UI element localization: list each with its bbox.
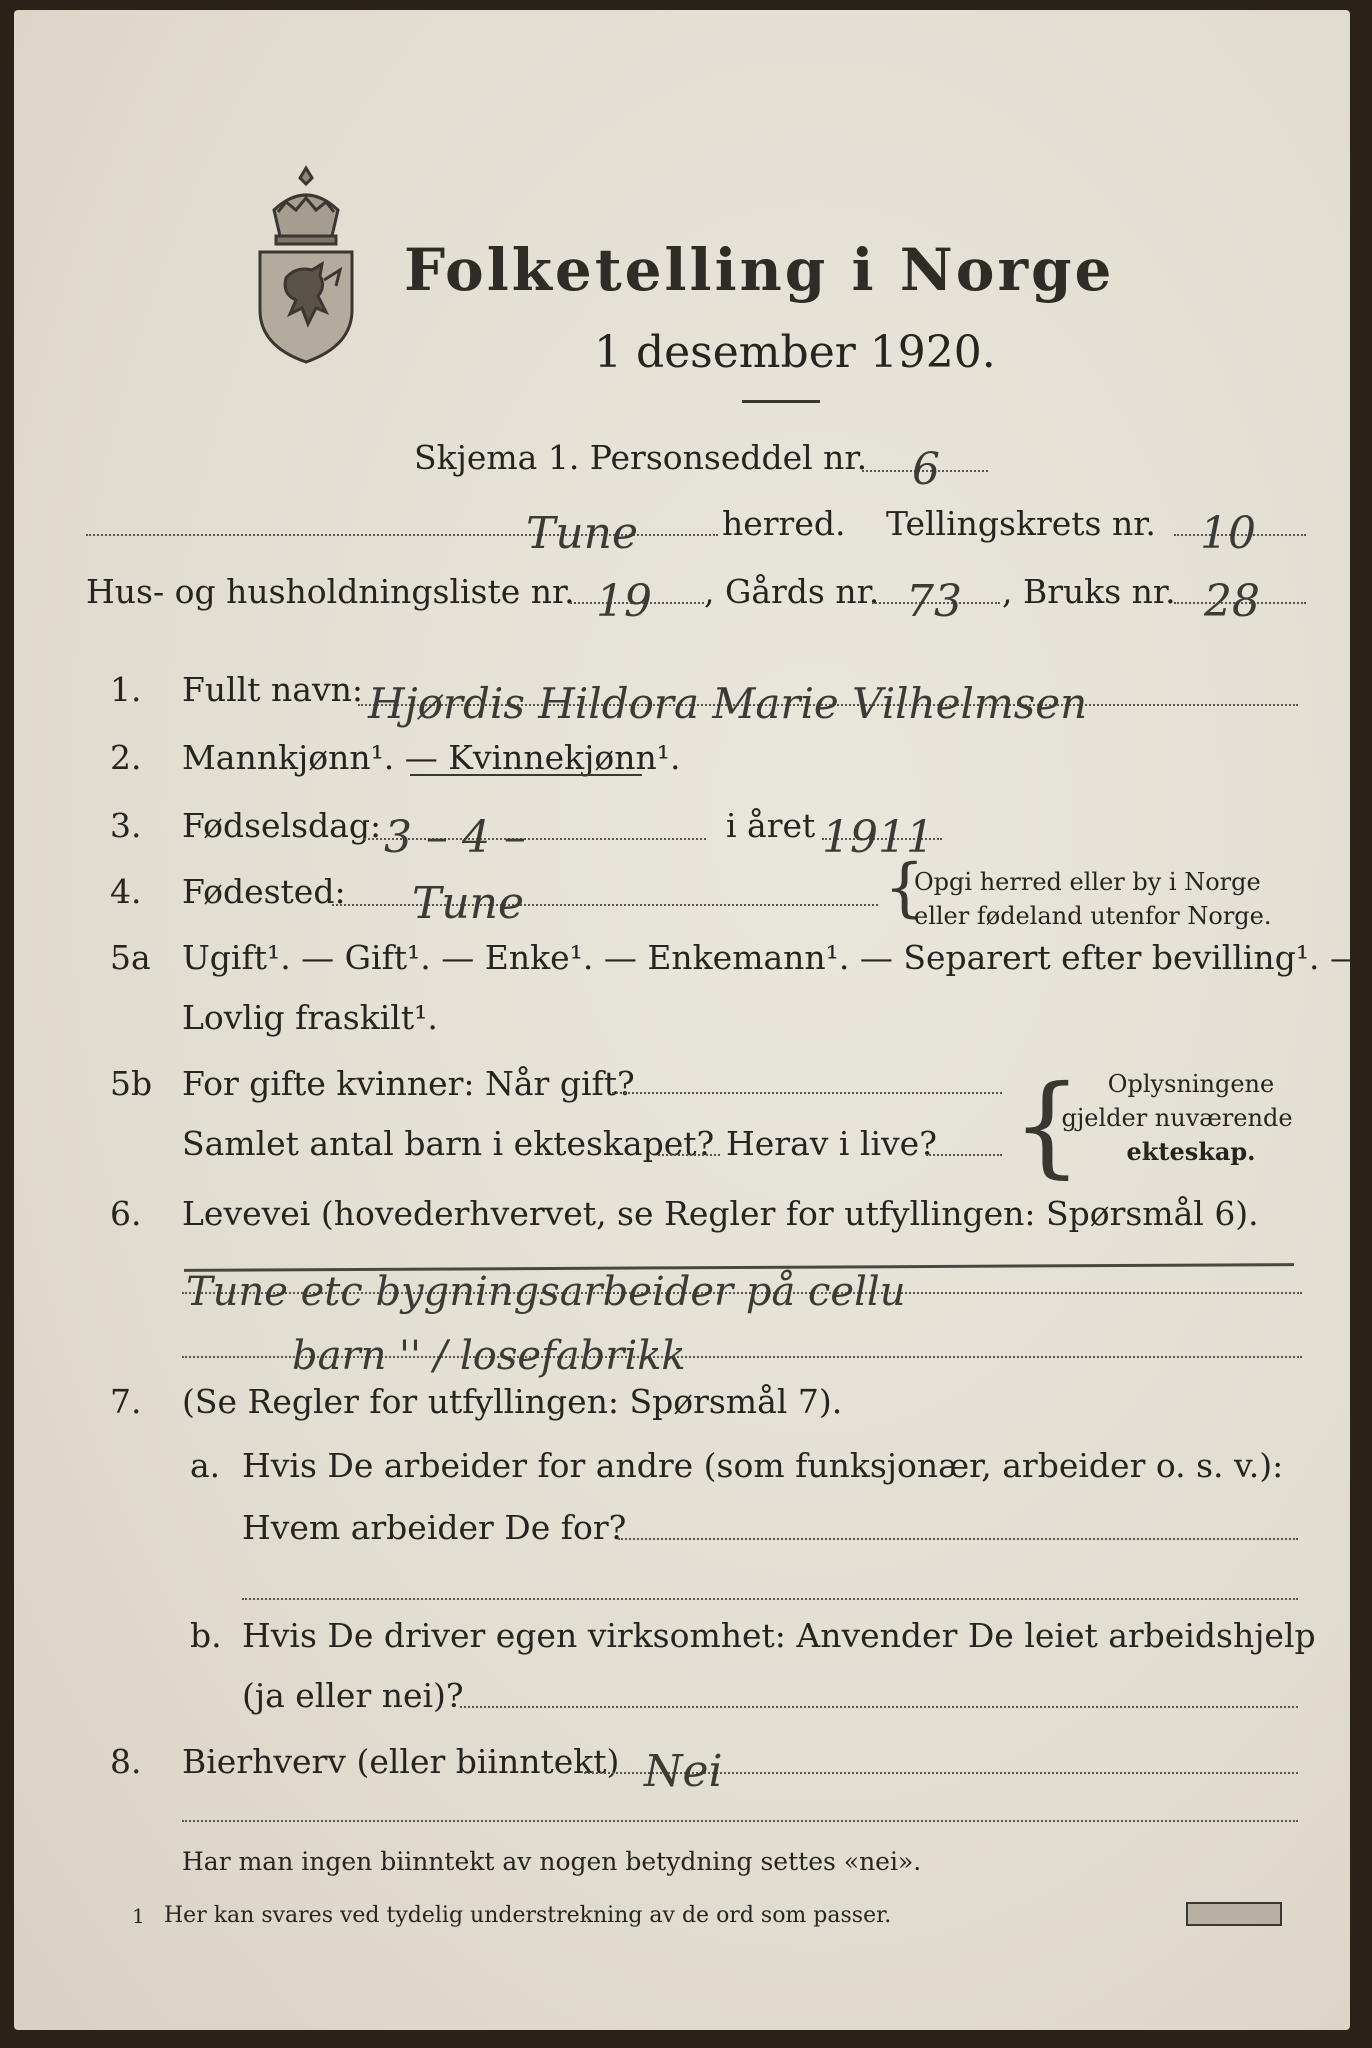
footnote-mark: 1	[132, 1904, 145, 1928]
q1-number: 1.	[110, 670, 142, 709]
q1-line	[358, 679, 1298, 728]
bruks-label: , Bruks nr.	[1002, 572, 1176, 611]
printer-stamp	[1186, 1902, 1282, 1926]
q7-number: 7.	[110, 1382, 142, 1421]
q6-line-2-value: barn '' / losefabrikk	[292, 1333, 686, 1379]
herred-line	[86, 508, 718, 559]
q1-label: Fullt navn:	[182, 670, 363, 709]
q8-line-2	[182, 1820, 1298, 1822]
q5b-brace: {	[1012, 1061, 1082, 1189]
schema-nr-value: 6	[912, 444, 940, 495]
q5b-note-1: Oplysningene	[1107, 1070, 1275, 1098]
biinntekt-note: Har man ingen biinntekt av nogen betydning settes «nei».	[182, 1847, 922, 1876]
q5b-label-2: Samlet antal barn i ekteskapet?	[182, 1124, 715, 1163]
q7a-line-1	[618, 1538, 1298, 1540]
q3-year-line	[822, 812, 942, 863]
q7a-label: Hvis De arbeider for andre (som funksjonær, arbeider o. s. v.):	[242, 1446, 1284, 1485]
footnote-text: Her kan svares ved tydelig understrekning av de ord som passer.	[164, 1903, 892, 1928]
q5b-label: For gifte kvinner: Når gift?	[182, 1064, 635, 1103]
q7b-label-2: (ja eller nei)?	[242, 1676, 464, 1715]
tellingskrets-line	[1174, 508, 1306, 559]
q7b-line	[460, 1706, 1298, 1708]
census-form	[14, 10, 1364, 2030]
q5b-alive-line	[926, 1154, 1002, 1156]
title-divider	[742, 400, 820, 403]
q2-underline	[410, 774, 642, 776]
q4-note-2: eller fødeland utenfor Norge.	[914, 902, 1272, 930]
hus-label: Hus- og husholdningsliste nr.	[86, 572, 575, 611]
q6-line-2	[182, 1333, 1302, 1379]
q4-brace: {	[884, 851, 925, 925]
herred-label: herred.	[722, 504, 846, 543]
q5b-number: 5b	[110, 1064, 153, 1103]
q6-number: 6.	[110, 1194, 142, 1233]
q3-line	[364, 812, 706, 863]
q5b-note-2: gjelder nuværende	[1061, 1104, 1293, 1132]
gards-line	[872, 576, 1000, 627]
tellingskrets-value: 10	[1200, 508, 1256, 559]
q5b-children-line	[658, 1154, 720, 1156]
bruks-value: 28	[1204, 576, 1260, 627]
page-subtitle: 1 desember 1920.	[594, 327, 996, 378]
q4-number: 4.	[110, 872, 142, 911]
q5b-label-3: Herav i live?	[726, 1124, 937, 1163]
q6-label: Levevei (hovederhvervet, se Regler for utfyllingen: Spørsmål 6).	[182, 1194, 1259, 1233]
q6-line-1	[182, 1269, 1302, 1315]
q5b-note-3: ekteskap.	[1126, 1137, 1256, 1166]
tellingskrets-label: Tellingskrets nr.	[886, 504, 1156, 543]
bruks-line	[1174, 576, 1306, 627]
q8-number: 8.	[110, 1742, 142, 1781]
q3-label: Fødselsdag:	[182, 806, 382, 845]
q4-label: Fødested:	[182, 872, 346, 911]
q3-year-value: 1911	[822, 812, 934, 863]
q1-value: Hjørdis Hildora Marie Vilhelmsen	[368, 679, 1088, 728]
coat-of-arms-icon	[246, 160, 366, 370]
schema-nr-line	[862, 444, 988, 495]
q7b-label: Hvis De driver egen virksomhet: Anvender De leiet arbeidshjelp	[242, 1616, 1316, 1655]
q8-line	[584, 1746, 1298, 1797]
q3-value: 3 – 4 –	[384, 812, 526, 863]
hus-nr-line	[570, 576, 704, 627]
q3-number: 3.	[110, 806, 142, 845]
q7b-number: b.	[190, 1616, 222, 1655]
q4-line	[332, 878, 878, 929]
q5a-label-2: Lovlig fraskilt¹.	[182, 998, 438, 1037]
q5a-label: Ugift¹. — Gift¹. — Enke¹. — Enkemann¹. — Separert efter bevilling¹. —	[182, 938, 1364, 977]
q7-label: (Se Regler for utfyllingen: Spørsmål 7).	[182, 1382, 843, 1421]
q2-number: 2.	[110, 738, 142, 777]
q7a-label-2: Hvem arbeider De for?	[242, 1508, 627, 1547]
page-title: Folketelling i Norge	[404, 236, 1115, 304]
q6-line-1-value: Tune etc bygningsarbeider på cellu	[186, 1269, 906, 1315]
q3-year-label: i året	[726, 806, 816, 845]
q5b-when-line	[612, 1092, 1002, 1094]
herred-value: Tune	[526, 508, 639, 559]
q8-label: Bierhverv (eller biinntekt)	[182, 1742, 620, 1781]
gards-value: 73	[906, 576, 962, 627]
gards-label: , Gårds nr.	[704, 572, 880, 611]
hus-nr-value: 19	[596, 576, 652, 627]
q2-label: Mannkjønn¹. — Kvinnekjønn¹.	[182, 738, 681, 777]
q7a-line-2	[242, 1598, 1298, 1600]
q8-value: Nei	[644, 1746, 723, 1797]
q7a-number: a.	[190, 1446, 221, 1485]
q4-note-1: Opgi herred eller by i Norge	[914, 868, 1261, 896]
q5a-number: 5a	[110, 938, 151, 977]
q4-value: Tune	[412, 878, 525, 929]
schema-label: Skjema 1. Personseddel nr.	[414, 438, 868, 477]
